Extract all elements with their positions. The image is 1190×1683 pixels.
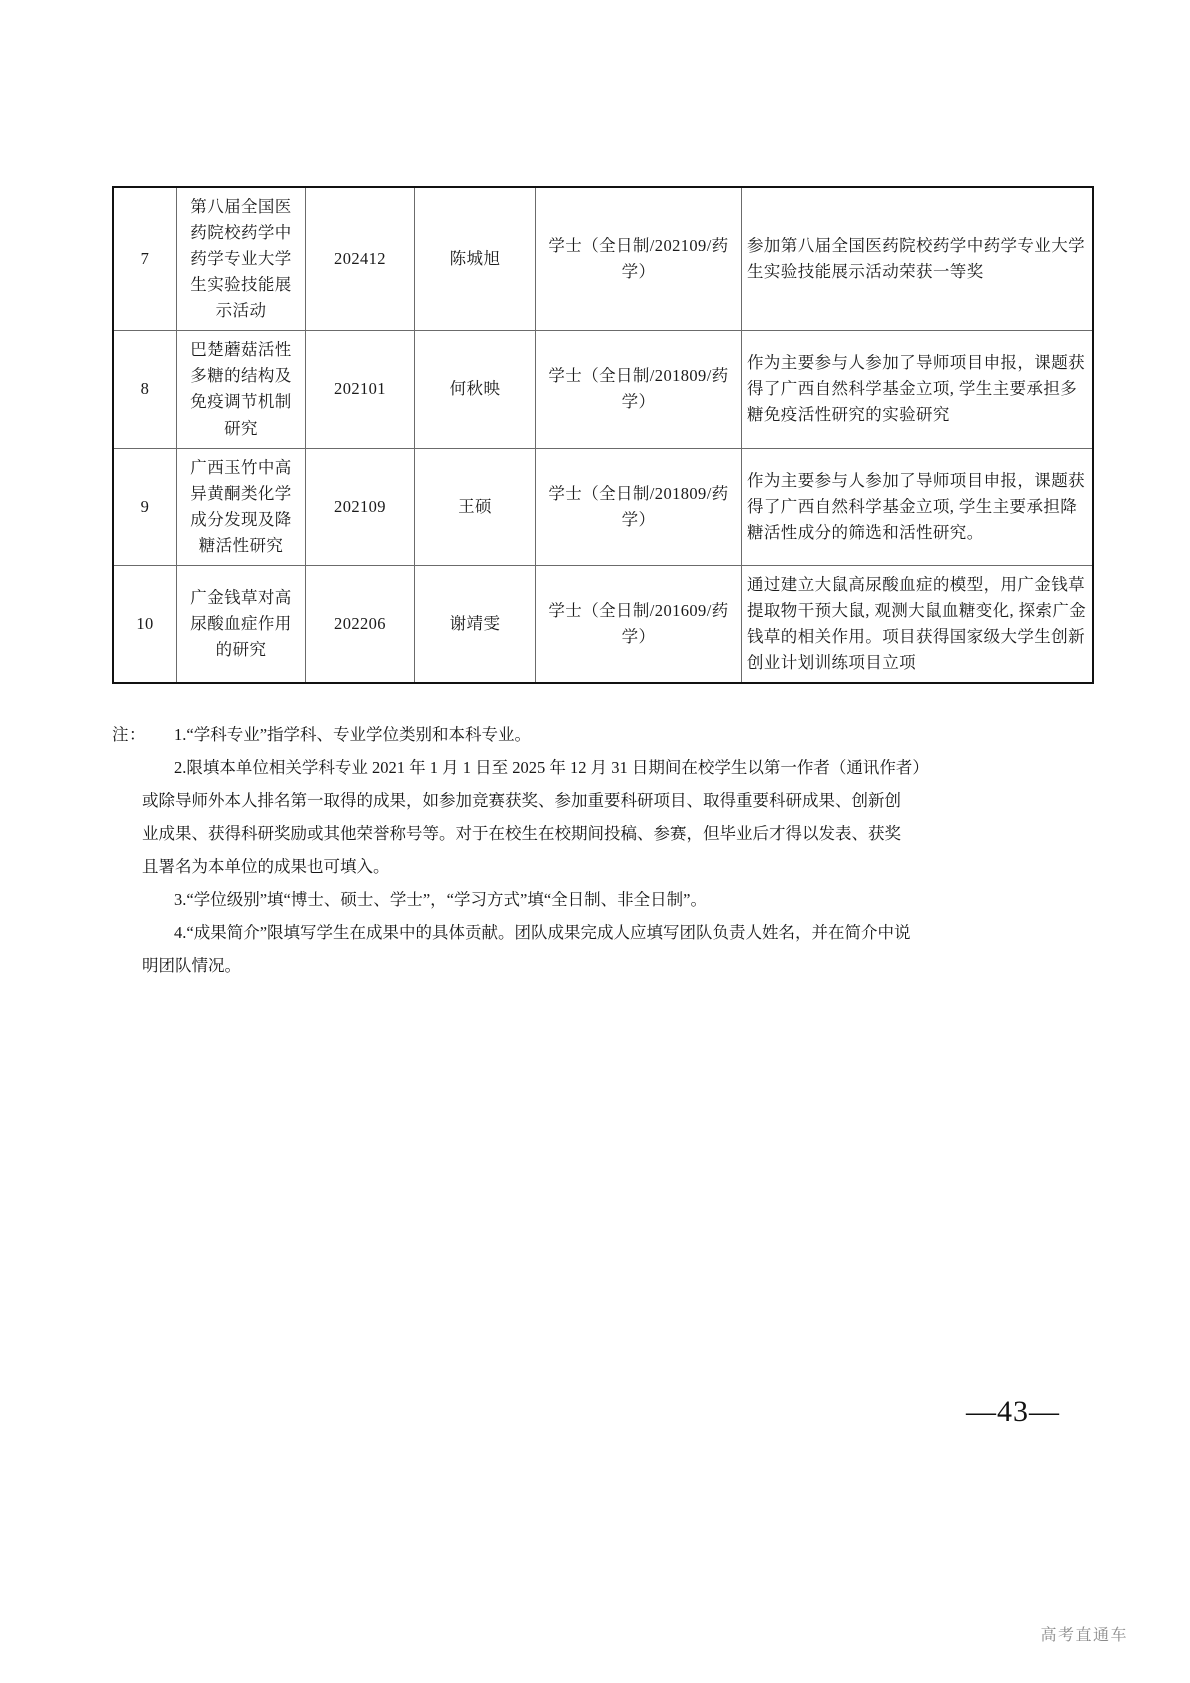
student-name: 何秋映 [415, 331, 536, 448]
achievement-title: 广西玉竹中高异黄酮类化学成分发现及降糖活性研究 [177, 448, 306, 565]
achievement-brief: 作为主要参与人参加了导师项目申报，课题获得了广西自然科学基金立项, 学生主要承担多糖免疫活性研究的实验研究 [742, 331, 1094, 448]
achievement-code: 202101 [306, 331, 415, 448]
note-2-line-3: 业成果、获得科研奖励或其他荣誉称号等。对于在校生在校期间投稿、参赛，但毕业后才得以发表、获奖 [142, 824, 901, 843]
row-number: 10 [113, 565, 177, 683]
page-number: —43— [966, 1395, 1060, 1428]
student-name: 陈城旭 [415, 187, 536, 331]
achievements-table-container [112, 186, 1087, 684]
table-row [113, 331, 1093, 448]
achievements-table [112, 186, 1094, 684]
achievement-title: 第八届全国医药院校药学中药学专业大学生实验技能展示活动 [177, 187, 306, 331]
achievement-title: 广金钱草对高尿酸血症作用的研究 [177, 565, 306, 683]
notes-label: 注： [112, 725, 146, 744]
achievement-code: 202412 [306, 187, 415, 331]
notes-section [112, 718, 1062, 982]
achievement-code: 202109 [306, 448, 415, 565]
table-row [113, 448, 1093, 565]
achievement-brief: 通过建立大鼠高尿酸血症的模型，用广金钱草提取物干预大鼠, 观测大鼠血糖变化, 探索广金钱草的相关作用。项目获得国家级大学生创新创业计划训练项目立项 [742, 565, 1094, 683]
note-4-line-1: 4.“成果简介”限填写学生在成果中的具体贡献。团队成果完成人应填写团队负责人姓名，并在简介中说 [174, 923, 911, 942]
degree-major: 学士（全日制/201609/药学） [536, 565, 742, 683]
note-1-text: 1.“学科专业”指学科、专业学位类别和本科专业。 [174, 725, 532, 744]
degree-major: 学士（全日制/202109/药学） [536, 187, 742, 331]
note-4-line-2: 明团队情况。 [142, 956, 241, 975]
achievement-title: 巴楚蘑菇活性多糖的结构及免疫调节机制研究 [177, 331, 306, 448]
achievement-brief: 参加第八届全国医药院校药学中药学专业大学生实验技能展示活动荣获一等奖 [742, 187, 1094, 331]
note-2-line-2: 或除导师外本人排名第一取得的成果，如参加竞赛获奖、参加重要科研项目、取得重要科研成果、创新创 [142, 791, 901, 810]
student-name: 谢靖雯 [415, 565, 536, 683]
table-row [113, 565, 1093, 683]
degree-major: 学士（全日制/201809/药学） [536, 448, 742, 565]
achievement-code: 202206 [306, 565, 415, 683]
note-2-line-4: 且署名为本单位的成果也可填入。 [142, 857, 390, 876]
table-row [113, 187, 1093, 331]
degree-major: 学士（全日制/201809/药学） [536, 331, 742, 448]
student-name: 王硕 [415, 448, 536, 565]
row-number: 9 [113, 448, 177, 565]
note-item-1 [112, 718, 1062, 751]
achievement-brief: 作为主要参与人参加了导师项目申报，课题获得了广西自然科学基金立项, 学生主要承担降糖活性成分的筛选和活性研究。 [742, 448, 1094, 565]
row-number: 8 [113, 331, 177, 448]
row-number: 7 [113, 187, 177, 331]
note-3-text: 3.“学位级别”填“博士、硕士、学士”，“学习方式”填“全日制、非全日制”。 [174, 890, 707, 909]
note-2-line-1: 2.限填本单位相关学科专业 2021 年 1 月 1 日至 2025 年 12 月 31 日期间在校学生以第一作者（通讯作者） [174, 758, 929, 777]
footer-brand-watermark: 高考直通车 [1040, 1627, 1128, 1644]
